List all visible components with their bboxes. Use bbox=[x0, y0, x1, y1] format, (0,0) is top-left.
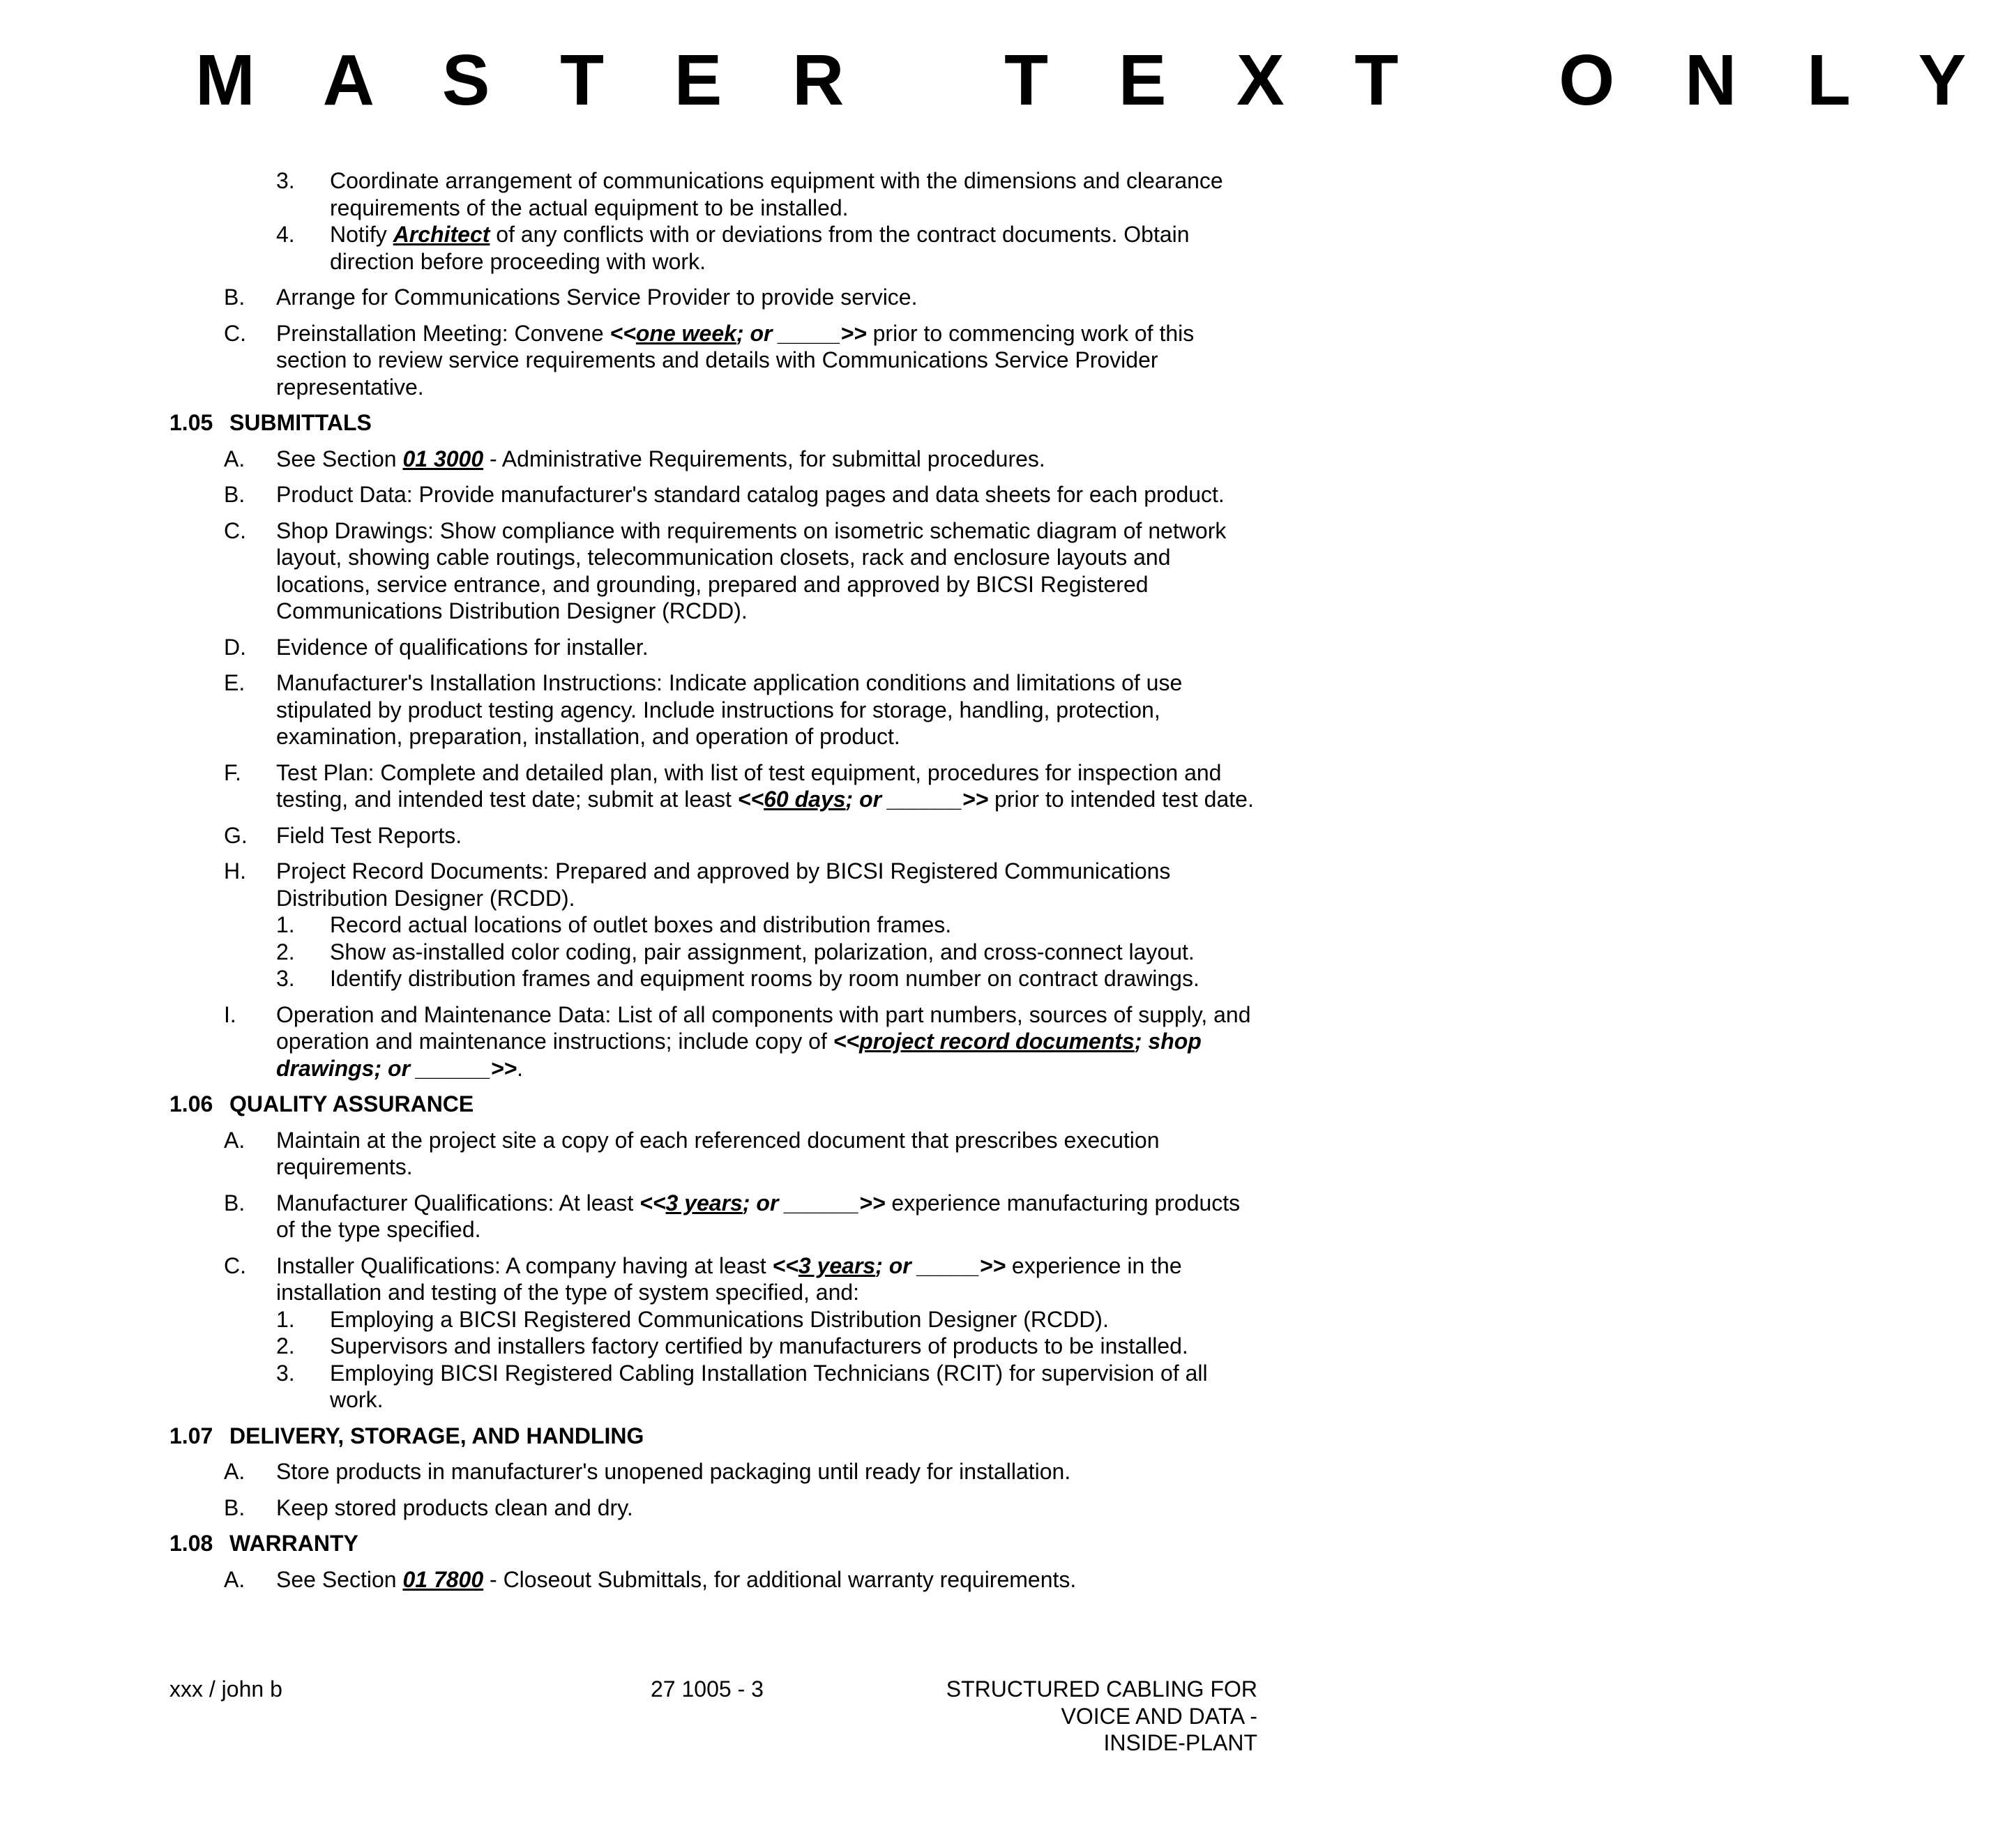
item-text: Operation and Maintenance Data: List of all components with part numbers, sources of supply, and operation and maintenance instructions; include copy of bbox=[276, 1001, 1251, 1054]
footer-title-line: INSIDE-PLANT bbox=[1103, 1730, 1257, 1755]
section-title: WARRANTY bbox=[229, 1531, 358, 1556]
item-text: Shop Drawings: Show compliance with requirements on isometric schematic diagram of network layout, showing cable routings, telecommunication closets, rack and enclosure layouts and locations, service entrance, and grounding, prepared and approved by BICSI Registered Communications Distribution Designer (RCDD). bbox=[276, 517, 1227, 623]
item-letter: A. bbox=[224, 1459, 245, 1484]
section-heading-submittals bbox=[169, 409, 1257, 437]
list-item bbox=[224, 1127, 1257, 1181]
list-item bbox=[224, 822, 1257, 849]
item-text: Test Plan: Complete and detailed plan, with list of test equipment, procedures for inspection and testing, and intended test date; submit at least bbox=[276, 759, 1222, 812]
variable-option: one week bbox=[635, 320, 736, 346]
variable-open: << bbox=[610, 320, 636, 346]
variable-architect: Architect bbox=[393, 222, 490, 247]
variable-open: << bbox=[772, 1252, 798, 1278]
variable-open: << bbox=[639, 1190, 666, 1215]
item-text: Record actual locations of outlet boxes and distribution frames. bbox=[330, 912, 952, 937]
item-text: Manufacturer Qualifications: At least bbox=[276, 1190, 640, 1215]
item-text: Arrange for Communications Service Provider to provide service. bbox=[276, 285, 918, 310]
section-heading-delivery-storage-handling bbox=[169, 1423, 1257, 1450]
list-item bbox=[276, 1333, 1257, 1360]
item-letter: B. bbox=[224, 285, 245, 310]
item-number: 1. bbox=[276, 1306, 295, 1332]
section-heading-warranty bbox=[169, 1530, 1257, 1557]
item-number: 3. bbox=[276, 966, 295, 991]
item-text: Preinstallation Meeting: Convene bbox=[276, 320, 610, 346]
list-item bbox=[224, 284, 1257, 311]
item-text: See Section bbox=[276, 1566, 403, 1592]
item-number: 2. bbox=[276, 1333, 295, 1358]
variable-rest: ; or ______>> bbox=[742, 1190, 886, 1215]
item-text: Notify bbox=[330, 222, 393, 247]
list-item bbox=[224, 446, 1257, 473]
variable-option: 60 days bbox=[764, 787, 846, 812]
item-text: Employing a BICSI Registered Communications Distribution Designer (RCDD). bbox=[330, 1306, 1109, 1332]
variable-open: << bbox=[737, 787, 764, 812]
variable-option: project record documents bbox=[859, 1029, 1135, 1054]
variable-option: 3 years bbox=[665, 1190, 743, 1215]
item-letter: E. bbox=[224, 670, 245, 695]
item-text: Product Data: Provide manufacturer's standard catalog pages and data sheets for each product. bbox=[276, 482, 1225, 507]
item-text: Installer Qualifications: A company having at least bbox=[276, 1252, 773, 1278]
item-letter: C. bbox=[224, 517, 246, 543]
item-number: 3. bbox=[276, 168, 295, 193]
section-title: SUBMITTALS bbox=[229, 410, 372, 435]
footer-title-line: VOICE AND DATA - bbox=[1061, 1703, 1257, 1729]
section-number: 1.06 bbox=[169, 1091, 213, 1116]
item-text: See Section bbox=[276, 446, 403, 471]
item-text: prior to commencing work of this section to review service requirements and details with Communications Service Provider representative. bbox=[276, 320, 1195, 400]
footer-title-line: STRUCTURED CABLING FOR bbox=[946, 1676, 1257, 1702]
item-text: - Administrative Requirements, for submittal procedures. bbox=[483, 446, 1045, 471]
footer-section-title bbox=[867, 1676, 1257, 1757]
variable-option: 3 years bbox=[798, 1252, 876, 1278]
list-item bbox=[224, 669, 1257, 750]
item-text: Evidence of qualifications for installer. bbox=[276, 634, 649, 660]
variable-section-ref: 01 3000 bbox=[402, 446, 484, 471]
item-text: Supervisors and installers factory certified by manufacturers of products to be installed. bbox=[330, 1333, 1188, 1358]
list-item bbox=[224, 1001, 1257, 1082]
item-letter: D. bbox=[224, 634, 246, 660]
footer-author: xxx / john b bbox=[169, 1676, 282, 1702]
item-text: Project Record Documents: Prepared and approved by BICSI Registered Communications Distribution Designer (RCDD). bbox=[276, 858, 1171, 911]
item-text: prior to intended test date. bbox=[988, 787, 1254, 812]
item-letter: A. bbox=[224, 1127, 245, 1153]
item-letter: F. bbox=[224, 759, 241, 785]
item-letter: G. bbox=[224, 822, 248, 848]
variable-open: << bbox=[833, 1029, 860, 1054]
item-text: experience manufacturing products of the type specified. bbox=[276, 1190, 1241, 1242]
variable-rest: ; or ______>> bbox=[845, 787, 989, 812]
item-letter: C. bbox=[224, 320, 246, 346]
item-letter: I. bbox=[224, 1001, 236, 1027]
item-number: 3. bbox=[276, 1360, 295, 1386]
item-text: - Closeout Submittals, for additional warranty requirements. bbox=[483, 1566, 1077, 1592]
list-item bbox=[276, 221, 1257, 275]
list-item bbox=[224, 320, 1257, 401]
variable-rest: ; or _____>> bbox=[875, 1252, 1006, 1278]
item-text: Field Test Reports. bbox=[276, 822, 462, 848]
item-text: . bbox=[517, 1055, 523, 1081]
item-text: of any conflicts with or deviations from the contract documents. Obtain direction before proceeding with work. bbox=[330, 222, 1190, 274]
list-item bbox=[276, 167, 1257, 221]
list-item bbox=[276, 1360, 1257, 1414]
item-text: Keep stored products clean and dry. bbox=[276, 1494, 633, 1520]
list-item bbox=[276, 1306, 1257, 1333]
variable-rest: ; or _____>> bbox=[736, 320, 867, 346]
section-heading-quality-assurance bbox=[169, 1091, 1257, 1118]
item-letter: C. bbox=[224, 1252, 246, 1278]
item-letter: A. bbox=[224, 1566, 245, 1592]
item-letter: B. bbox=[224, 1190, 245, 1215]
item-letter: B. bbox=[224, 1494, 245, 1520]
item-text: Identify distribution frames and equipment rooms by room number on contract drawings. bbox=[330, 966, 1199, 991]
section-number: 1.05 bbox=[169, 410, 213, 435]
item-text: experience in the installation and testing of the type of system specified, and: bbox=[276, 1252, 1182, 1305]
master-text-banner: M A S T E R T E X T O N L Y bbox=[195, 40, 1991, 120]
item-text: Store products in manufacturer's unopened packaging until ready for installation. bbox=[276, 1459, 1071, 1484]
list-item bbox=[224, 1252, 1257, 1306]
footer-page-number: 27 1005 - 3 bbox=[651, 1676, 764, 1702]
list-item bbox=[276, 965, 1257, 992]
list-item bbox=[224, 858, 1257, 911]
item-text: Show as-installed color coding, pair assignment, polarization, and cross-connect layout. bbox=[330, 939, 1195, 964]
item-text: Employing BICSI Registered Cabling Installation Technicians (RCIT) for supervision of all work. bbox=[330, 1360, 1208, 1412]
list-item bbox=[276, 911, 1257, 939]
item-text: Maintain at the project site a copy of each referenced document that prescribes execution requirements. bbox=[276, 1127, 1160, 1179]
item-letter: B. bbox=[224, 482, 245, 507]
list-item bbox=[276, 939, 1257, 966]
section-title: QUALITY ASSURANCE bbox=[229, 1091, 474, 1116]
list-item bbox=[224, 1566, 1257, 1593]
item-text: Manufacturer's Installation Instructions: Indicate application conditions and limitations of use stipulated by product testing agency. Include instructions for storage, handling, protection, examination, preparation, installation, and operation of product. bbox=[276, 670, 1183, 749]
item-number: 1. bbox=[276, 912, 295, 937]
section-number: 1.08 bbox=[169, 1531, 213, 1556]
item-text: Coordinate arrangement of communications equipment with the dimensions and clearance requirements of the actual equipment to be installed. bbox=[330, 168, 1223, 220]
section-number: 1.07 bbox=[169, 1423, 213, 1448]
list-item bbox=[224, 517, 1257, 625]
item-letter: A. bbox=[224, 446, 245, 471]
variable-section-ref: 01 7800 bbox=[402, 1566, 484, 1592]
list-item bbox=[224, 481, 1257, 508]
list-item bbox=[224, 759, 1257, 813]
list-item bbox=[224, 1458, 1257, 1485]
list-item bbox=[224, 634, 1257, 661]
item-number: 4. bbox=[276, 222, 295, 247]
list-item bbox=[224, 1494, 1257, 1522]
item-number: 2. bbox=[276, 939, 295, 964]
section-title: DELIVERY, STORAGE, AND HANDLING bbox=[229, 1423, 644, 1448]
item-letter: H. bbox=[224, 858, 246, 884]
spec-content bbox=[169, 167, 1257, 1593]
variable-rest: ; shop drawings; or ______>> bbox=[276, 1029, 1202, 1081]
list-item bbox=[224, 1190, 1257, 1243]
